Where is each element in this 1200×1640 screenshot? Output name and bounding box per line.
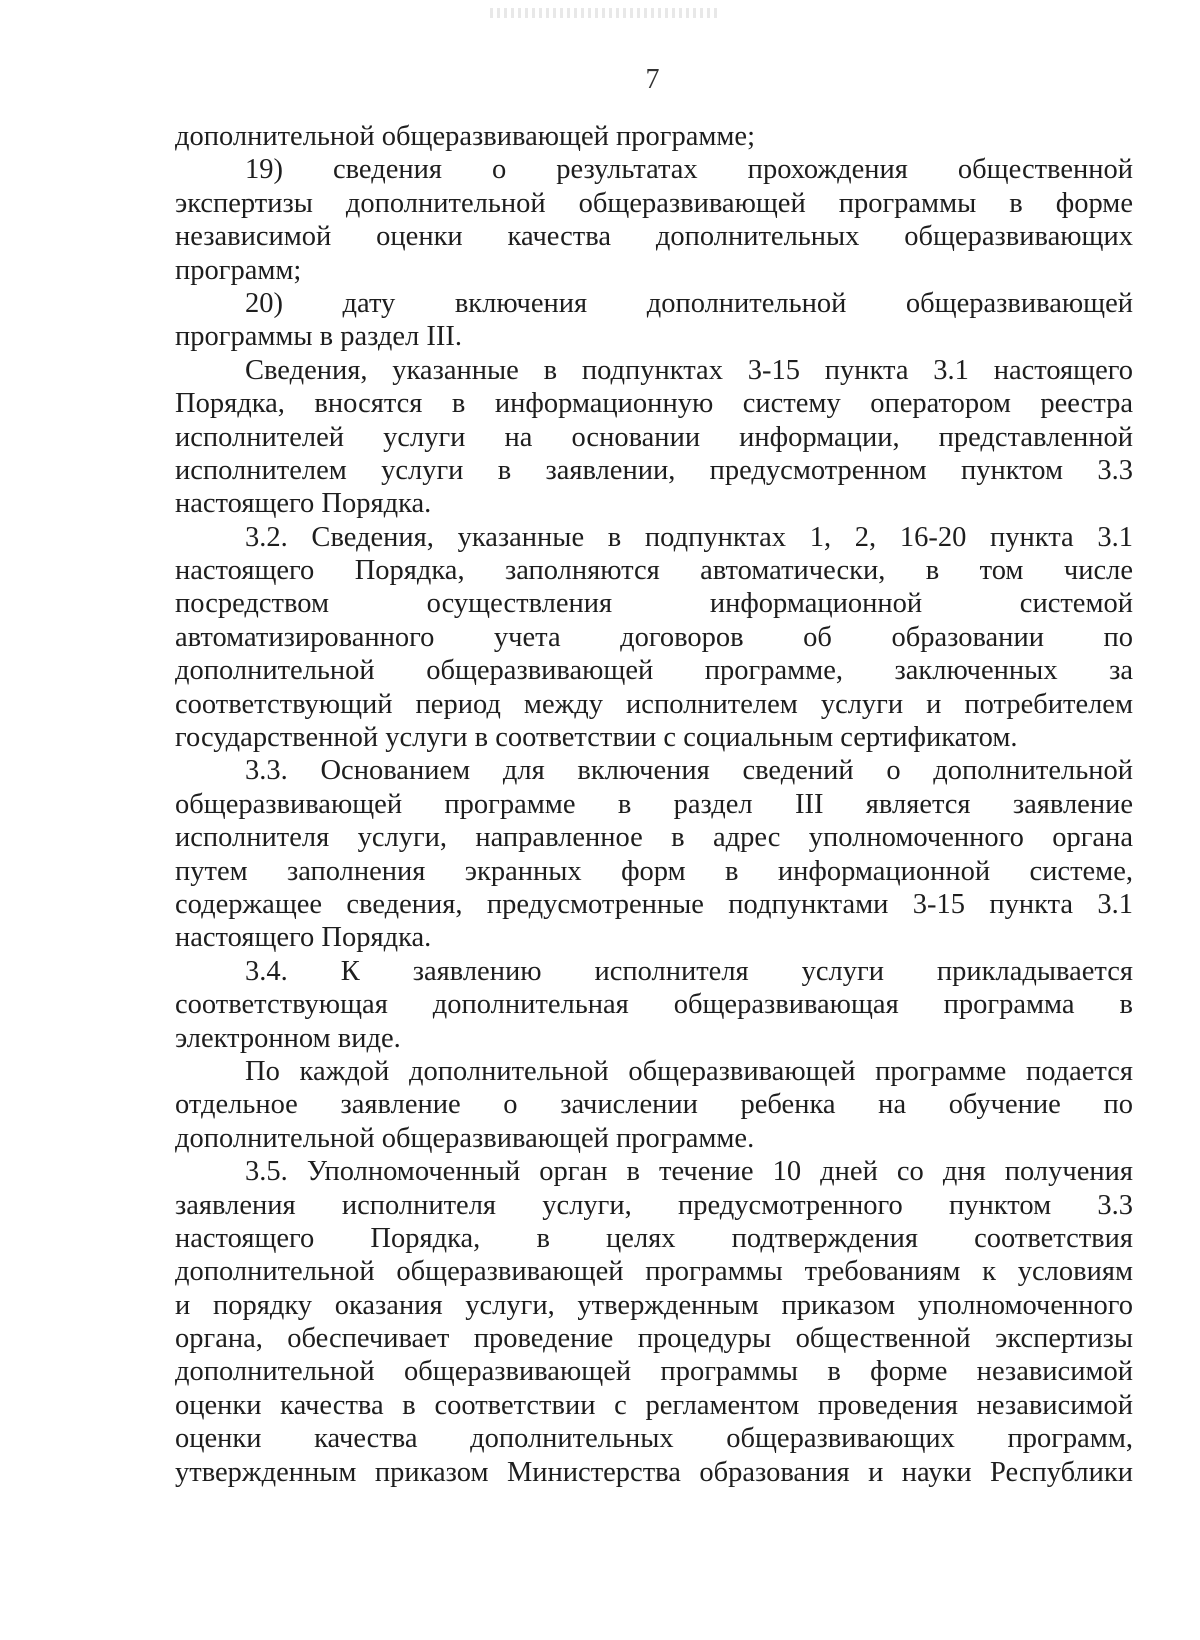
text-line: Сведения, указанные в подпунктах 3-15 пункта 3.1 настоящего xyxy=(245,354,1133,386)
text-line: 20) дату включения дополнительной общеразвивающей xyxy=(245,287,1133,319)
text-line: исполнителя услуги, направленное в адрес уполномоченного органа xyxy=(175,822,1133,854)
text-line: государственной услуги в соответствии с социальным сертификатом. xyxy=(175,722,1018,754)
text-line: настоящего Порядка, заполняются автоматически, в том числе xyxy=(175,555,1133,587)
text-line: органа, обеспечивает проведение процедуры общественной экспертизы xyxy=(175,1323,1133,1355)
text-line: По каждой дополнительной общеразвивающей программе подается xyxy=(245,1055,1133,1087)
text-line: оценки качества дополнительных общеразвивающих программ, xyxy=(175,1423,1133,1455)
scan-artifact xyxy=(490,8,720,18)
text-line: настоящего Порядка, в целях подтверждения соответствия xyxy=(175,1222,1133,1254)
text-line: дополнительной общеразвивающей программе, заключенных за xyxy=(175,655,1133,687)
text-line: дополнительной общеразвивающей программе. xyxy=(175,1122,755,1154)
text-line: электронном виде. xyxy=(175,1022,401,1054)
text-line: оценки качества в соответствии с регламентом проведения независимой xyxy=(175,1389,1133,1421)
text-line: соответствующий период между исполнителем услуги и потребителем xyxy=(175,688,1133,720)
text-line: 3.4. К заявлению исполнителя услуги прикладывается xyxy=(245,955,1133,987)
text-line: и порядку оказания услуги, утвержденным приказом уполномоченного xyxy=(175,1289,1133,1321)
text-line: программы в раздел III. xyxy=(175,321,463,353)
document-body xyxy=(175,120,1133,1489)
text-line: общеразвивающей программе в раздел III является заявление xyxy=(175,788,1133,820)
text-line: автоматизированного учета договоров об образовании по xyxy=(175,621,1133,653)
text-line: 19) сведения о результатах прохождения общественной xyxy=(245,154,1133,186)
text-line: посредством осуществления информационной системой xyxy=(175,588,1133,620)
text-line: программ; xyxy=(175,254,302,286)
text-line: 3.2. Сведения, указанные в подпунктах 1, 2, 16-20 пункта 3.1 xyxy=(245,521,1133,553)
text-line: утвержденным приказом Министерства образования и науки Республики xyxy=(175,1456,1133,1488)
text-line: заявления исполнителя услуги, предусмотренного пунктом 3.3 xyxy=(175,1189,1133,1221)
text-line: настоящего Порядка. xyxy=(175,488,432,520)
text-line: исполнителей услуги на основании информации, представленной xyxy=(175,421,1133,453)
text-line: 3.3. Основанием для включения сведений о дополнительной xyxy=(245,755,1133,787)
text-line: соответствующая дополнительная общеразвивающая программа в xyxy=(175,989,1133,1021)
text-line: 3.5. Уполномоченный орган в течение 10 дней со дня получения xyxy=(245,1156,1133,1188)
text-line: независимой оценки качества дополнительных общеразвивающих xyxy=(175,221,1133,253)
text-line: отдельное заявление о зачислении ребенка на обучение по xyxy=(175,1089,1133,1121)
text-line: Порядка, вносятся в информационную систему оператором реестра xyxy=(175,388,1133,420)
text-line: дополнительной общеразвивающей программы в форме независимой xyxy=(175,1356,1133,1388)
text-line: настоящего Порядка. xyxy=(175,922,432,954)
text-line: дополнительной общеразвивающей программы требованиям к условиям xyxy=(175,1256,1133,1288)
text-line: экспертизы дополнительной общеразвивающей программы в форме xyxy=(175,187,1133,219)
text-line: дополнительной общеразвивающей программе; xyxy=(175,121,755,152)
text-line: путем заполнения экранных форм в информационной системе, xyxy=(175,855,1133,887)
page-number: 7 xyxy=(645,64,660,95)
text-line: содержащее сведения, предусмотренные подпунктами 3-15 пункта 3.1 xyxy=(175,888,1133,920)
text-line: исполнителем услуги в заявлении, предусмотренном пунктом 3.3 xyxy=(175,454,1133,486)
